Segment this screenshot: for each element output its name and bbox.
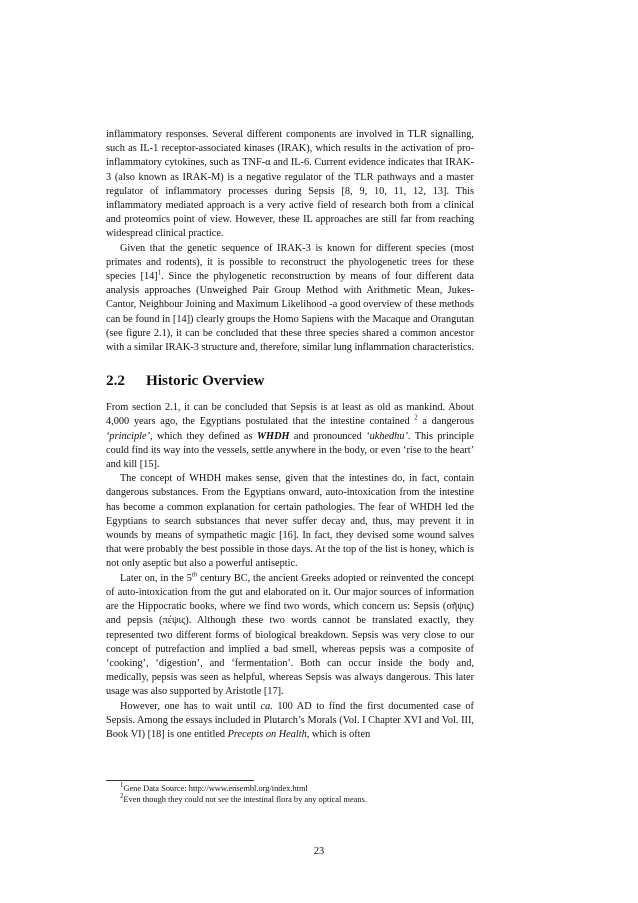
paragraph-greeks (106, 572, 474, 700)
section-number: 2.2 (106, 372, 125, 390)
text-run: , which they defined as (150, 430, 257, 442)
footnote-ref-2[interactable]: 2 (414, 415, 418, 423)
paragraph-irak3-phylogeny (106, 242, 474, 356)
footnote-mark: 1 (120, 782, 124, 790)
footnote-ref-1[interactable]: 1 (157, 269, 162, 277)
emphasis-ca: ca. (260, 700, 273, 712)
text-run: Given that the genetic sequence of IRAK-3 is known for different species (most primates and rodents), it is possible to reconstruct the phyologenetic trees for these species [14] (106, 242, 474, 283)
text-run: 100 AD to find the first documented case of Sepsis. Among the essays included in Plutarch’s Morals (Vol. I Chapter XVI and Vol. III, Book VI) [18] is one entitled (106, 700, 474, 740)
text-run: , which is often (306, 728, 371, 740)
text-run: . Since the phylogenetic reconstruction by means of four different data analysis approaches (Unweighed Pair Group Method with Arithmetic Mean, Jukes-Cantor, Neighbour Joining and Maximum Likelihood -a good overview of these methods can be found in [14]) clearly groups the Homo Sapiens with the Macaque and Orangutan (see figure 2.1), it can be concluded that these three species shared a common ancestor with a similar IRAK-3 structure and, therefore, similar lung inflammation characteristics. (106, 271, 474, 354)
text-run: Later on, in the 5 (120, 572, 192, 584)
emphasis-ukhedhu: ‘ukhedhu’ (366, 430, 408, 442)
page-number: 23 (313, 846, 325, 857)
text-run: However, one has to wait until (120, 700, 261, 712)
footnote-text: Gene Data Source: http://www.ensembl.org/index.html (123, 784, 308, 793)
emphasis-precepts-on-health: Precepts on Health (227, 728, 307, 740)
emphasis-whdh: WHDH (256, 430, 290, 442)
emphasis-principle: ‘principle’ (106, 430, 151, 442)
paragraph-text: inflammatory responses. Several different components are involved in TLR signalling, such as IL-1 receptor-associated kinases (IRAK), which results in the activation of pro-inflammatory cytokines, such as TNF-α and IL-6. Current evidence indicates that IRAK-3 (also known as IRAK-M) is a negative regulator of the TLR pathways and a master regulator of inflammatory processes during Sepsis [8, 9, 10, 11, 12, 13]. This inflammatory mediated approach is a very active field of research both from a clinical and proteomics point of view. However, these IL approaches are still far from reaching widespread clinical practice. (106, 129, 474, 240)
text-run: . This principle could find its way into the vessels, settle anywhere in the body, or even ‘rise to the heart’ and kill [15]. (106, 430, 474, 471)
footnote-2 (106, 794, 474, 805)
page-body (106, 128, 474, 742)
paragraph-whdh-concept (106, 472, 474, 571)
section-heading (106, 371, 474, 391)
footnote-text: Even though they could not see the intestinal flora by any optical means. (123, 795, 367, 805)
footnotes (106, 780, 474, 806)
text-run: a dangerous (417, 416, 474, 428)
paragraph-plutarch (106, 700, 474, 743)
text-run: century BC, the ancient Greeks adopted or reinvented the concept of auto-intoxication from the gut and elaborated on it. Our major sources of information are the Hippocratic books, where we find two words, which concern us: Sepsis (σῆψις) and pepsis (πέψις). Although these two words cannot be translated exactly, they represented two different forms of biological breakdown. Sepsis was very close to our concept of putrefaction and implied a bad smell, whereas pepsis was a composite of ‘cooking’, ‘digestion’, and ‘fermentation’. Both can occur inside the body and, medically, pepsis was seen as helpful, whereas Sepsis was always dangerous. This later usage was also supported by Aristotle [17]. (106, 572, 474, 698)
paragraph-tlr-signalling (106, 128, 474, 242)
footnote-1 (106, 783, 474, 794)
text-run: and pronounced (289, 430, 367, 442)
footnote-rule (106, 780, 254, 781)
paragraph-text: The concept of WHDH makes sense, given that the intestines do, in fact, contain dangerous substances. From the Egyptians onward, auto-intoxication from the intestine has become a common explanation for certain pathologies. The fear of WHDH led the Egyptians to search substances that never suffer decay and, thus, may prevent it in wounds by means of sympathetic magic [16]. In fact, they devised some wound salves that were probably the best possible in those days. At the top of the list is honey, which is not only aseptic but also a powerful antiseptic. (106, 473, 474, 570)
text-run: From section 2.1, it can be concluded that Sepsis is at least as old as mankind. About 4,000 years ago, the Egyptians postulated that the intestine contained (106, 402, 474, 428)
paragraph-egyptians (106, 401, 474, 472)
superscript-th: th (191, 571, 198, 579)
footnote-mark: 2 (120, 793, 124, 801)
section-title: Historic Overview (146, 372, 265, 390)
